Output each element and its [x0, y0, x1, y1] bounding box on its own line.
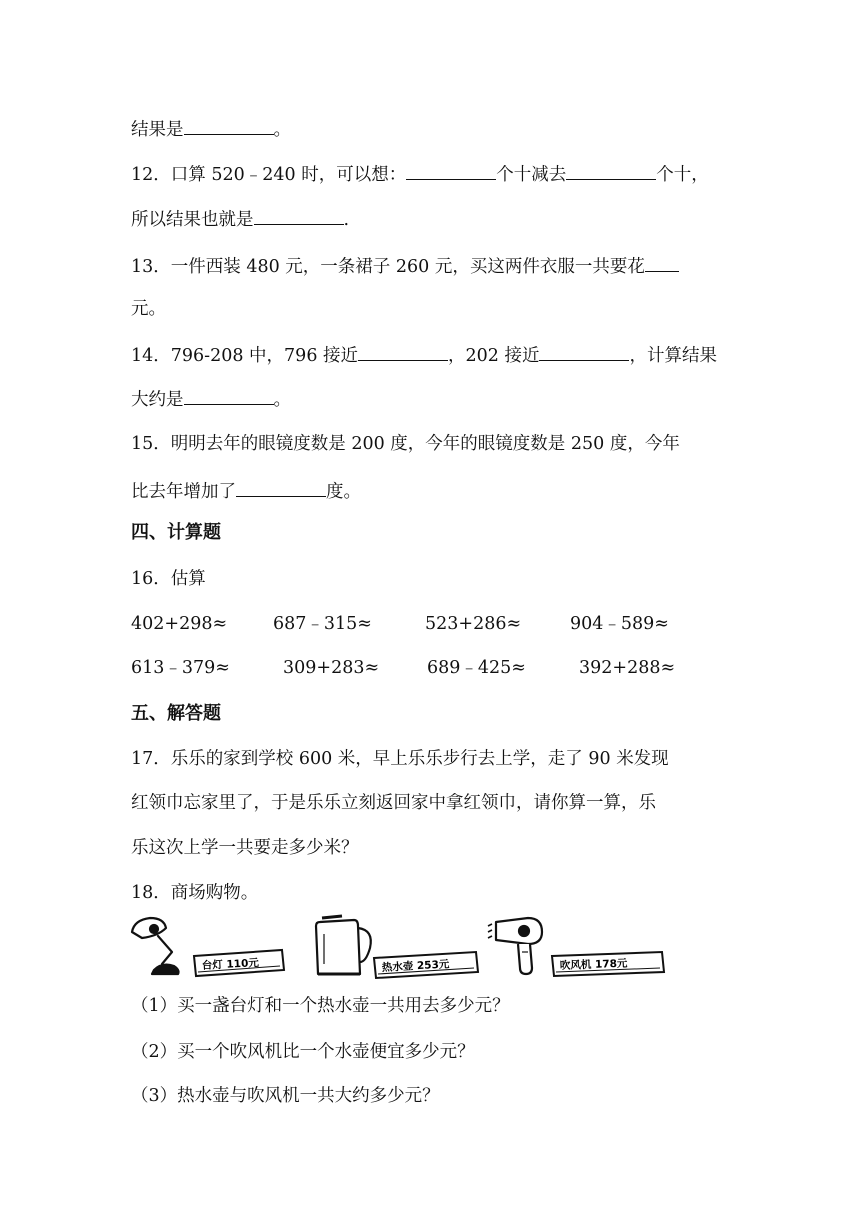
q12-blank-1[interactable] — [406, 161, 496, 180]
kettle-price-tag — [374, 952, 478, 978]
q12-text-d: 所以结果也就是 — [131, 210, 254, 230]
q17-line2: 红领巾忘家里了，于是乐乐立刻返回家中拿红领巾，请你算一算，乐 — [131, 793, 656, 813]
q15-text: 15．明明去年的眼镜度数是 200 度，今年的眼镜度数是 250 度，今年 — [131, 434, 680, 454]
estimate-item: 613﹣379≈ — [131, 658, 230, 678]
q12-line2 — [131, 206, 349, 232]
q18-sub3: （3）热水壶与吹风机一共大约多少元？ — [131, 1086, 440, 1106]
q18-sub2: （2）买一个吹风机比一个水壶便宜多少元？ — [131, 1042, 475, 1062]
q14-text-b: ，202 接近 — [448, 346, 540, 366]
q14-blank-3[interactable] — [184, 386, 274, 405]
estimate-item: 689﹣425≈ — [427, 658, 526, 678]
section-heading-solve: 五、解答题 — [131, 703, 221, 724]
q13-line2 — [131, 297, 166, 321]
estimate-item: 392+288≈ — [579, 658, 676, 678]
q18-label: 18．商场购物。 — [131, 883, 259, 903]
q14-line1 — [131, 342, 717, 368]
q12-text-c: 个十， — [656, 165, 709, 185]
q12-text-b: 个十减去 — [496, 165, 567, 185]
desk-lamp-icon — [132, 918, 179, 974]
q11-blank[interactable] — [184, 116, 274, 135]
kettle-tag-text: 热水壶 253元 — [381, 958, 450, 974]
q17-line1: 17．乐乐的家到学校 600 米，早上乐乐步行去上学，走了 90 米发现 — [131, 749, 669, 769]
q11-answer-line — [131, 116, 291, 142]
section-heading-calculation: 四、计算题 — [131, 522, 221, 543]
estimate-item: 523+286≈ — [425, 614, 522, 634]
q12-text-a: 12．口算 520﹣240 时，可以想： — [131, 165, 407, 185]
q15-blank[interactable] — [236, 478, 326, 497]
lamp-tag-text: 台灯 110元 — [201, 957, 260, 972]
q14-text-a: 14．796-208 中，796 接近 — [131, 346, 359, 366]
q12-text-e: . — [343, 210, 350, 230]
q11-text: 结果是 — [131, 120, 184, 140]
hair-dryer-tag-text: 吹风机 178元 — [559, 957, 628, 972]
estimate-item: 309+283≈ — [283, 658, 380, 678]
q14-line2 — [131, 386, 291, 412]
q15-text-c: 度。 — [326, 482, 361, 502]
q14-text-c: ，计算结果 — [629, 346, 717, 366]
q18-sub1: （1）买一盏台灯和一个热水壶一共用去多少元？ — [131, 996, 510, 1016]
q16-label: 16．估算 — [131, 569, 206, 589]
q14-blank-1[interactable] — [358, 342, 448, 361]
q15-line2 — [131, 478, 361, 504]
q14-blank-2[interactable] — [539, 342, 629, 361]
shopping-figure — [128, 912, 673, 980]
hair-dryer-price-tag — [552, 952, 664, 976]
q12-blank-2[interactable] — [566, 161, 656, 180]
estimate-item: 687﹣315≈ — [273, 614, 372, 634]
q17-line3: 乐这次上学一共要走多少米？ — [131, 838, 359, 858]
q12-blank-3[interactable] — [254, 206, 344, 225]
q14-text-e: 。 — [273, 390, 291, 410]
q13-blank[interactable] — [645, 253, 679, 272]
kettle-icon — [316, 916, 371, 974]
q11-end: 。 — [273, 120, 291, 140]
q14-text-d: 大约是 — [131, 390, 184, 410]
estimate-item: 402+298≈ — [131, 614, 228, 634]
q13-line1 — [131, 253, 679, 279]
q13-text: 13．一件西装 480 元，一条裙子 260 元，买这两件衣服一共要花 — [131, 257, 645, 277]
estimate-item: 904﹣589≈ — [570, 614, 669, 634]
q12-line1 — [131, 161, 709, 187]
hair-dryer-icon — [488, 918, 542, 974]
lamp-price-tag — [194, 950, 284, 976]
q15-text-b: 比去年增加了 — [131, 482, 236, 502]
q13-unit: 元。 — [131, 299, 166, 319]
q15-line1 — [131, 432, 680, 456]
